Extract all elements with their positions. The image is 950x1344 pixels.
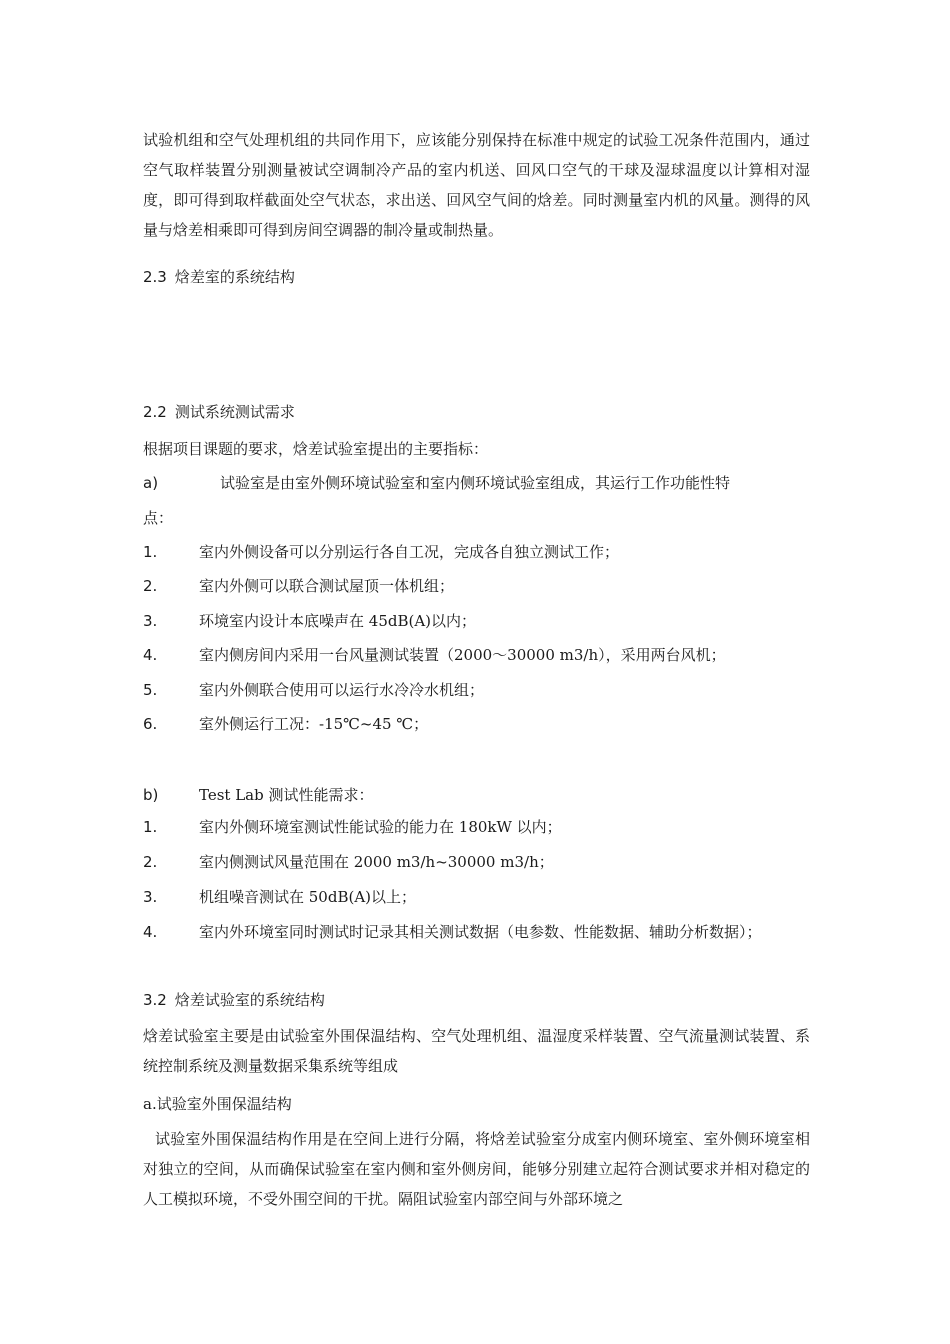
list-item-text: 室内侧房间内采用一台风量测试装置（2000～30000 m3/h），采用两台风机； (199, 646, 726, 665)
requirements-intro: 根据项目课题的要求，焓差试验室提出的主要指标： (143, 440, 489, 458)
list-item-number: 1. (143, 818, 158, 836)
subsection-heading-a (143, 1089, 292, 1119)
section-title: 焓差室的系统结构 (174, 268, 295, 286)
list-item-text: 室内外侧设备可以分别运行各自工况，完成各自独立测试工作； (199, 543, 620, 561)
list-item-text: 室内侧测试风量范围在 2000 m3/h~30000 m3/h； (199, 853, 554, 871)
section-heading-2-2 (143, 397, 295, 427)
list-b-text: Test Lab 测试性能需求： (199, 786, 374, 804)
list-label-b: b) (143, 786, 159, 804)
list-item-number: 4. (143, 923, 158, 941)
list-item-number: 3. (143, 611, 158, 630)
section-title: 焓差试验室的系统结构 (174, 991, 325, 1009)
section-heading-2-3 (143, 262, 295, 292)
section-number: 3.2 (143, 991, 167, 1009)
section-number: 2.2 (143, 403, 167, 421)
section-title: 测试系统测试需求 (174, 403, 295, 421)
list-item-number: 6. (143, 715, 158, 733)
list-item-number: 5. (143, 680, 158, 699)
list-item-number: 4. (143, 646, 158, 665)
list-item-number: 2. (143, 853, 158, 871)
list-item-text: 室内外环境室同时测试时记录其相关测试数据（电参数、性能数据、辅助分析数据）； (199, 923, 762, 941)
list-a-text: 试验室是由室外侧环境试验室和室内侧环境试验室组成，其运行工作功能性特 (220, 474, 731, 492)
list-label-a: a) (143, 474, 159, 492)
list-item-text: 环境室内设计本底噪声在 45dB(A)以内； (199, 611, 477, 630)
list-a-text-continuation: 点： (143, 509, 174, 527)
subsection-number: a. (143, 1095, 157, 1113)
paragraph-insulation-structure: 试验室外围保温结构作用是在空间上进行分隔，将焓差试验室分成室内侧环境室、室外侧环境室相对独立的空间，从而确保试验室在室内侧和室外侧房间，能够分别建立起符合测试要求并相对稳定的人工模拟环境，不受外围空间的干扰。隔阻试验室内部空间与外部环境之 (143, 1130, 810, 1208)
list-item-number: 3. (143, 888, 158, 906)
list-item-number: 2. (143, 577, 158, 596)
list-item-text: 机组噪音测试在 50dB(A)以上； (199, 888, 417, 906)
list-item-text: 室内外侧环境室测试性能试验的能力在 180kW 以内； (199, 818, 562, 836)
subsection-title: 试验室外围保温结构 (156, 1095, 292, 1113)
paragraph-system-structure: 焓差试验室主要是由试验室外围保温结构、空气处理机组、温湿度采样装置、空气流量测试装置、系统控制系统及测量数据采集系统等组成 (143, 1027, 810, 1075)
section-number: 2.3 (143, 268, 167, 286)
section-heading-3-2 (143, 985, 325, 1015)
list-item-number: 1. (143, 543, 158, 561)
list-item-text: 室外侧运行工况：-15℃~45 ℃； (199, 715, 429, 733)
paragraph-intro-test-principle: 试验机组和空气处理机组的共同作用下，应该能分别保持在标准中规定的试验工况条件范围内，通过空气取样装置分别测量被试空调制冷产品的室内机送、回风口空气的干球及湿球温度以计算相对湿度，即可得到取样截面处空气状态，求出送、回风空气间的焓差。同时测量室内机的风量。测得的风量与焓差相乘即可得到房间空调器的制冷量或制热量。 (143, 131, 810, 239)
list-item-text: 室内外侧可以联合测试屋顶一体机组； (199, 577, 455, 596)
list-item-text: 室内外侧联合使用可以运行水冷冷水机组； (199, 680, 485, 699)
